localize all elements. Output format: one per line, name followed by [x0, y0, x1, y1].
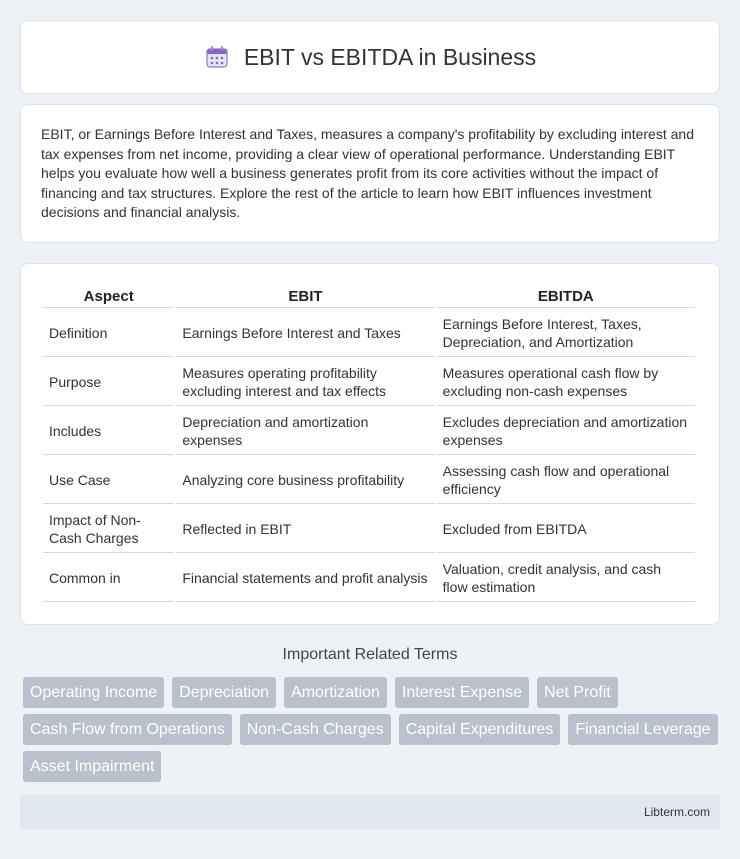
- related-term-tag[interactable]: Cash Flow from Operations: [23, 714, 232, 745]
- related-term-tag[interactable]: Net Profit: [537, 677, 618, 708]
- aspect-cell: Common in: [43, 555, 174, 602]
- ebit-cell: Depreciation and amortization expenses: [176, 408, 434, 455]
- ebitda-cell: Valuation, credit analysis, and cash flow estimation: [437, 555, 695, 602]
- aspect-cell: Impact of Non-Cash Charges: [43, 506, 174, 553]
- related-terms-list: [23, 677, 723, 782]
- comparison-card: [20, 263, 720, 625]
- ebit-cell: Analyzing core business profitability: [176, 457, 434, 504]
- column-header-ebit: EBIT: [176, 286, 434, 308]
- aspect-cell: Use Case: [43, 457, 174, 504]
- related-term-tag[interactable]: Capital Expenditures: [399, 714, 561, 745]
- page-title: EBIT vs EBITDA in Business: [243, 43, 537, 70]
- related-terms-title: Important Related Terms: [282, 646, 458, 663]
- table-row: [43, 457, 695, 504]
- intro-card: [20, 104, 720, 243]
- ebit-cell: Financial statements and profit analysis: [176, 555, 434, 602]
- column-header-ebitda: EBITDA: [437, 286, 695, 308]
- calendar-icon: [204, 44, 230, 70]
- table-row: [43, 310, 695, 357]
- table-row: [43, 359, 695, 406]
- footer-brand-link[interactable]: Libterm.com: [643, 805, 710, 819]
- table-row: [43, 555, 695, 602]
- intro-text: EBIT, or Earnings Before Interest and Taxes, measures a company's profitability by excluding interest and tax expenses from net income, providing a clear view of operational performance. Understanding EBIT helps you evaluate how well a business generates profit from its core activities without the impact of financing and tax structures. Explore the rest of the article to learn how EBIT influences investment decisions and financial analysis.: [41, 126, 694, 220]
- table-row: [43, 408, 695, 455]
- ebitda-cell: Excludes depreciation and amortization expenses: [437, 408, 695, 455]
- ebitda-cell: Assessing cash flow and operational efficiency: [437, 457, 695, 504]
- ebit-cell: Reflected in EBIT: [176, 506, 434, 553]
- aspect-cell: Definition: [43, 310, 174, 357]
- related-term-tag[interactable]: Financial Leverage: [568, 714, 717, 745]
- related-term-tag[interactable]: Interest Expense: [395, 677, 529, 708]
- related-term-tag[interactable]: Asset Impairment: [23, 751, 161, 782]
- ebit-cell: Earnings Before Interest and Taxes: [176, 310, 434, 357]
- related-term-tag[interactable]: Depreciation: [172, 677, 276, 708]
- table-header-row: [43, 286, 695, 308]
- aspect-cell: Includes: [43, 408, 174, 455]
- footer: [20, 795, 720, 829]
- table-row: [43, 506, 695, 553]
- related-term-tag[interactable]: Operating Income: [23, 677, 164, 708]
- column-header-aspect: Aspect: [43, 286, 174, 308]
- comparison-table: [41, 284, 697, 604]
- ebitda-cell: Excluded from EBITDA: [437, 506, 695, 553]
- ebit-cell: Measures operating profitability excluding interest and tax effects: [176, 359, 434, 406]
- aspect-cell: Purpose: [43, 359, 174, 406]
- ebitda-cell: Earnings Before Interest, Taxes, Depreciation, and Amortization: [437, 310, 695, 357]
- ebitda-cell: Measures operational cash flow by excluding non-cash expenses: [437, 359, 695, 406]
- related-term-tag[interactable]: Non-Cash Charges: [240, 714, 391, 745]
- header-card: [20, 20, 720, 94]
- related-term-tag[interactable]: Amortization: [284, 677, 387, 708]
